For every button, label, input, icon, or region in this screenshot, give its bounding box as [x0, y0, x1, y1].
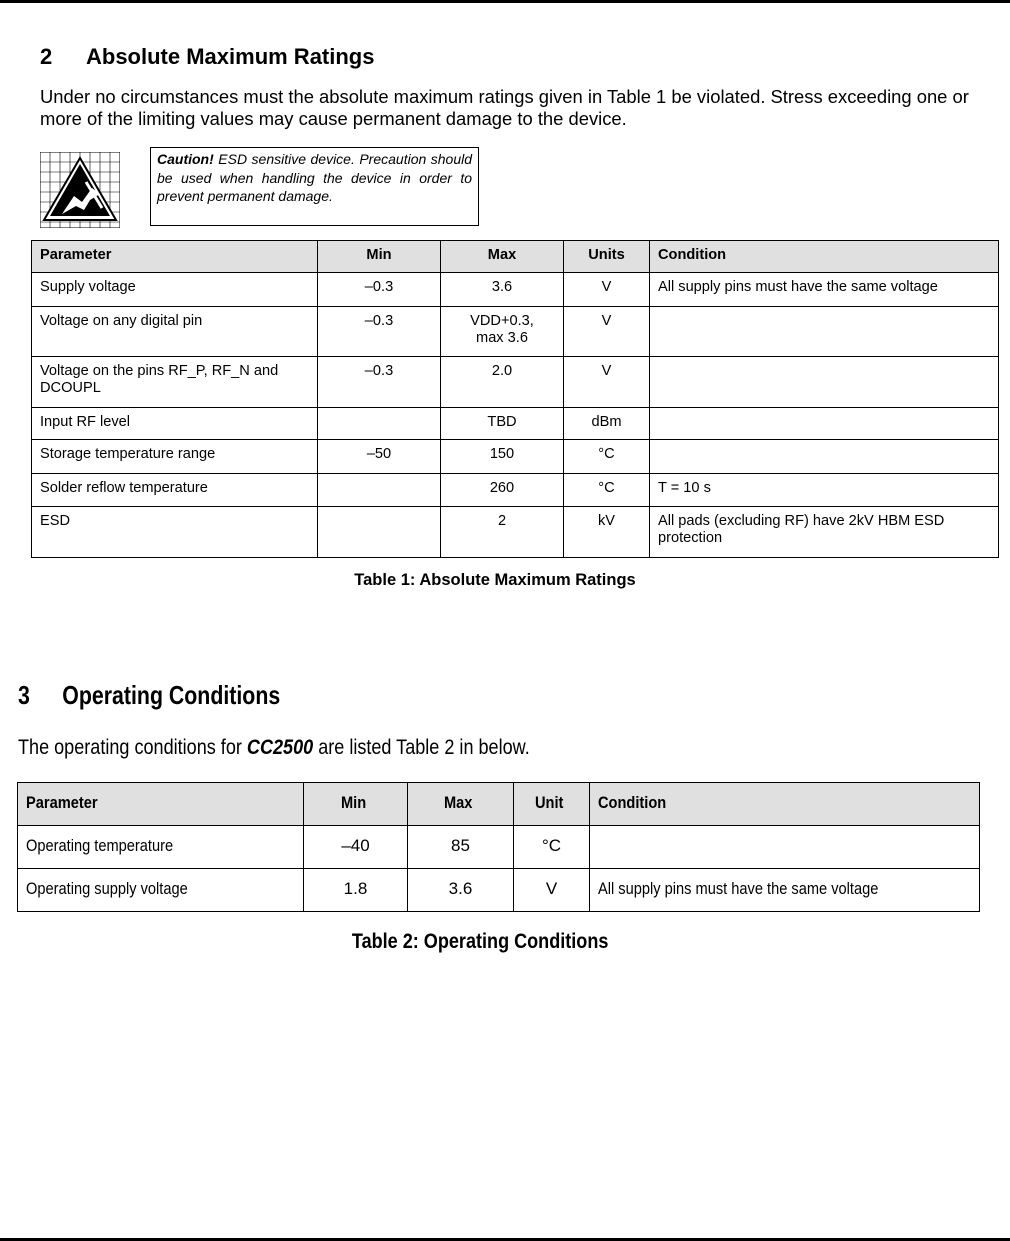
operating-conditions-table	[17, 782, 980, 912]
table-row	[18, 869, 980, 912]
caution-text: ESD sensitive device. Precaution should be used when handling the device in order to prevent permanent damage.	[157, 151, 473, 205]
cell-max: TBD	[441, 408, 564, 440]
cell-max: 2.0	[441, 357, 564, 408]
cell-parameter: ESD	[32, 507, 318, 558]
absolute-maximum-ratings-table	[31, 240, 999, 558]
cell-condition	[650, 357, 999, 408]
cell-min: –0.3	[318, 357, 441, 408]
header-parameter: Parameter	[18, 783, 304, 826]
cell-min	[318, 507, 441, 558]
section-title: Absolute Maximum Ratings	[86, 44, 375, 69]
cell-min: –50	[318, 440, 441, 474]
section-2-intro: Under no circumstances must the absolute maximum ratings given in Table 1 be violated. Stress exceeding one or more of the limiting values may cause permanent damage to the device.	[40, 86, 969, 129]
header-unit: Unit	[514, 783, 590, 826]
cell-max: 3.6	[408, 869, 514, 912]
section-3-intro	[18, 736, 530, 760]
table-row	[32, 307, 999, 357]
cell-condition	[650, 440, 999, 474]
cell-condition: All supply pins must have the same voltage	[590, 869, 980, 912]
cell-units: V	[564, 273, 650, 307]
cell-units: V	[564, 357, 650, 408]
cell-unit: °C	[514, 826, 590, 869]
table-row	[32, 357, 999, 408]
intro-suffix: are listed Table 2 in below.	[313, 736, 530, 759]
table-row	[32, 507, 999, 558]
header-condition: Condition	[650, 241, 999, 273]
cell-min: –40	[304, 826, 408, 869]
cell-max: 150	[441, 440, 564, 474]
top-rule	[0, 0, 1010, 3]
product-name: CC2500	[246, 736, 314, 759]
cell-units: dBm	[564, 408, 650, 440]
cell-condition: T = 10 s	[650, 474, 999, 507]
header-units: Units	[564, 241, 650, 273]
cell-min: –0.3	[318, 307, 441, 357]
table-row	[32, 408, 999, 440]
cell-max: VDD+0.3, max 3.6	[441, 307, 564, 357]
table-header-row	[18, 783, 980, 826]
header-condition: Condition	[590, 783, 980, 826]
table-row	[32, 474, 999, 507]
esd-warning-icon	[40, 152, 120, 228]
caution-label: Caution!	[157, 151, 214, 167]
cell-units: °C	[564, 440, 650, 474]
header-min: Min	[304, 783, 408, 826]
table-row	[18, 826, 980, 869]
table-1-caption: Table 1: Absolute Maximum Ratings	[354, 571, 636, 589]
cell-units: °C	[564, 474, 650, 507]
cell-max: 3.6	[441, 273, 564, 307]
cell-min	[318, 408, 441, 440]
cell-units: kV	[564, 507, 650, 558]
cell-parameter: Input RF level	[32, 408, 318, 440]
table-header-row	[32, 241, 999, 273]
cell-parameter: Storage temperature range	[32, 440, 318, 474]
intro-prefix: The operating conditions for	[18, 736, 247, 759]
cell-units: V	[564, 307, 650, 357]
header-max: Max	[441, 241, 564, 273]
header-min: Min	[318, 241, 441, 273]
header-parameter: Parameter	[32, 241, 318, 273]
cell-condition	[650, 307, 999, 357]
cell-unit: V	[514, 869, 590, 912]
section-3-heading	[18, 680, 280, 711]
cell-max: 2	[441, 507, 564, 558]
cell-max: 260	[441, 474, 564, 507]
esd-caution-box	[150, 147, 479, 226]
cell-min: –0.3	[318, 273, 441, 307]
cell-parameter: Operating temperature	[18, 826, 304, 869]
table-2-caption: Table 2: Operating Conditions	[351, 930, 609, 953]
cell-parameter: Voltage on any digital pin	[32, 307, 318, 357]
cell-parameter: Operating supply voltage	[18, 869, 304, 912]
header-max: Max	[408, 783, 514, 826]
cell-min: 1.8	[304, 869, 408, 912]
cell-condition	[590, 826, 980, 869]
section-number: 3	[18, 680, 30, 710]
cell-parameter: Solder reflow temperature	[32, 474, 318, 507]
cell-condition	[650, 408, 999, 440]
cell-max: 85	[408, 826, 514, 869]
section-2-heading	[40, 44, 374, 70]
table-row	[32, 273, 999, 307]
section-title: Operating Conditions	[62, 680, 281, 710]
cell-parameter: Voltage on the pins RF_P, RF_N and DCOUPL	[32, 357, 318, 408]
cell-condition: All supply pins must have the same voltage	[650, 273, 999, 307]
cell-min	[318, 474, 441, 507]
cell-condition: All pads (excluding RF) have 2kV HBM ESD protection	[650, 507, 999, 558]
section-number: 2	[40, 44, 53, 69]
table-row	[32, 440, 999, 474]
cell-parameter: Supply voltage	[32, 273, 318, 307]
